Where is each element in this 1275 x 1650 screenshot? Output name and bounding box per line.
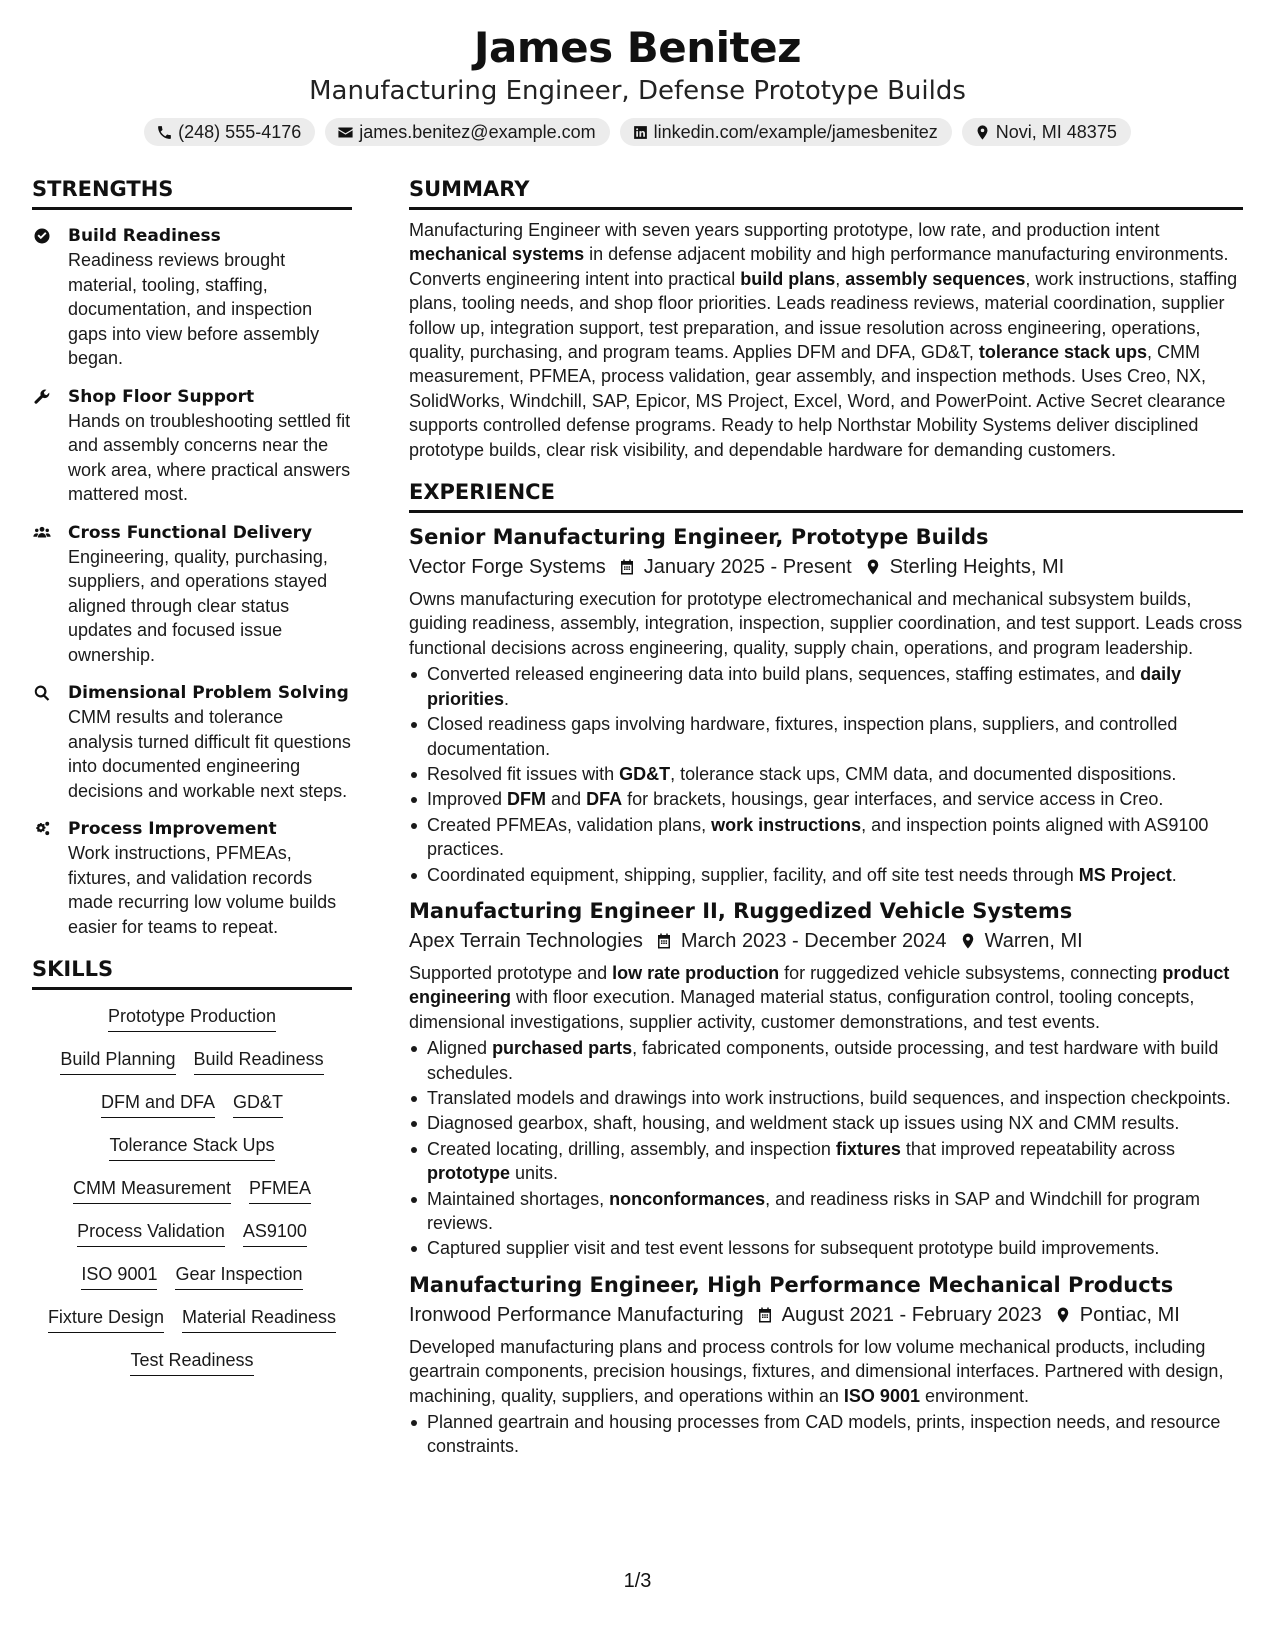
job-bullet (409, 1036, 1243, 1085)
job-dates: March 2023 - December 2024 (680, 929, 947, 952)
text-run: Translated models and drawings into work instructions, build sequences, and inspection checkpoints. (427, 1087, 1231, 1108)
text-run: environment. (919, 1385, 1030, 1406)
bold-text: work instructions (711, 814, 862, 835)
email-icon (337, 124, 354, 141)
job-bullets (409, 662, 1243, 887)
users-icon (32, 524, 52, 542)
calendar-icon (618, 557, 636, 577)
resume-header (0, 22, 1275, 146)
skills-heading: SKILLS (32, 957, 352, 990)
contact-bar (0, 118, 1275, 146)
text-run: Converted released engineering data into build plans, sequences, staffing estimates, and (427, 664, 1141, 685)
bold-text: ISO 9001 (843, 1385, 920, 1406)
job-title: Manufacturing Engineer II, Ruggedized Vehicle Systems (409, 898, 1073, 923)
text-run: Aligned (427, 1038, 493, 1059)
linkedin-icon (632, 124, 649, 141)
skill-tag: CMM Measurement (73, 1176, 231, 1204)
skill-row (109, 1133, 274, 1161)
job-company: Vector Forge Systems (409, 556, 606, 579)
skill-row (48, 1305, 336, 1333)
skill-tag: AS9100 (243, 1219, 307, 1247)
job-meta (409, 927, 1243, 955)
bold-text: product engineering (409, 962, 1230, 1008)
text-run: Maintained shortages, (427, 1188, 610, 1209)
skill-tag: Gear Inspection (175, 1262, 302, 1290)
job-title: Manufacturing Engineer, High Performance Mechanical Products (409, 1272, 1174, 1297)
wrench-icon (32, 388, 52, 406)
job-bullet (409, 762, 1243, 786)
text-run: Planned geartrain and housing processes from CAD models, prints, inspection needs, and resource constraints. (427, 1412, 1221, 1457)
text-run: Supported prototype and (409, 962, 613, 983)
summary-text (409, 218, 1243, 462)
text-run: Resolved fit issues with (427, 763, 620, 784)
job-company: Apex Terrain Technologies (409, 929, 643, 952)
job-title: Senior Manufacturing Engineer, Prototype Builds (409, 525, 989, 550)
job-bullet (409, 1086, 1243, 1110)
job-bullet (409, 1137, 1243, 1186)
location-pin-icon (974, 124, 991, 141)
text-run: for brackets, housings, gear interfaces, and service access in Creo. (622, 789, 1164, 810)
job-bullet (409, 1236, 1243, 1260)
skill-tag: PFMEA (249, 1176, 311, 1204)
skills-list (32, 1004, 352, 1376)
skill-tag: GD&T (233, 1090, 283, 1118)
bold-text: DFM (507, 789, 547, 810)
job-location: Warren, MI (984, 929, 1083, 952)
strength-item (32, 385, 352, 507)
text-run: Diagnosed gearbox, shaft, housing, and weldment stack up issues using NX and CMM results. (427, 1113, 1180, 1134)
bold-text: nonconformances (609, 1188, 766, 1209)
skill-tag: Fixture Design (48, 1305, 164, 1333)
text-run: that improved repeatability across (900, 1138, 1176, 1159)
job-meta (409, 1301, 1243, 1329)
check-circle-icon (32, 227, 52, 245)
summary-heading: SUMMARY (409, 177, 1243, 210)
text-run: , (835, 268, 846, 289)
job-meta (409, 553, 1243, 581)
job-list (409, 523, 1243, 1459)
skill-tag: Test Readiness (130, 1348, 253, 1376)
text-run: Created PFMEAs, validation plans, (427, 814, 712, 835)
skill-tag: Prototype Production (108, 1004, 276, 1032)
skill-tag: Build Readiness (194, 1047, 324, 1075)
job-dates: August 2021 - February 2023 (781, 1303, 1042, 1326)
candidate-title: Manufacturing Engineer, Defense Prototype Builds (309, 76, 966, 106)
calendar-icon (756, 1305, 774, 1325)
calendar-icon (655, 931, 673, 951)
job-summary (409, 961, 1243, 1034)
bold-text: daily priorities (427, 664, 1182, 709)
job-bullet (409, 1111, 1243, 1135)
job-summary (409, 587, 1243, 660)
job-summary (409, 1335, 1243, 1408)
job-bullets (409, 1036, 1243, 1261)
text-run: Owns manufacturing execution for prototype electromechanical and mechanical subsystem builds, guiding readiness, assembly, integration, inspection, supplier coordination, and test support. Leads cross functional decisions across engineering, quality, supply chain, operations, and program leadership. (409, 589, 1243, 658)
phone-icon (156, 124, 173, 141)
text-run: Created locating, drilling, assembly, and inspection (427, 1138, 836, 1159)
strength-description: Readiness reviews brought material, tooling, staffing, documentation, and inspection gaps into view before assembly began. (68, 250, 320, 368)
strength-title: Cross Functional Delivery (68, 522, 313, 543)
job-bullet (409, 787, 1243, 811)
experience-heading: EXPERIENCE (409, 480, 1243, 513)
contact-phone[interactable] (144, 118, 315, 146)
job-bullets (409, 1410, 1243, 1459)
text-run: , and readiness risks in SAP and Windchill for program reviews. (427, 1188, 1201, 1233)
text-run: , CMM measurement, PFMEA, process validation, gear assembly, and inspection methods. Uses Creo, NX, SolidWorks, Windchill, SAP, Epicor, MS Project, Excel, Word, and PowerPoint. Active Secret clearance supports controlled defense programs. Ready to help Northstar Mobility Systems deliver disciplined prototype builds, clear risk visibility, and dependable hardware for demanding customers. (409, 342, 1226, 460)
job-bullet (409, 712, 1243, 761)
text-run: units. (510, 1163, 559, 1184)
job-bullet (409, 1187, 1243, 1236)
strength-item (32, 681, 352, 803)
skill-tag: Process Validation (77, 1219, 225, 1247)
job-location: Pontiac, MI (1079, 1303, 1180, 1326)
strength-title: Build Readiness (68, 226, 221, 246)
bold-text: MS Project (1078, 864, 1172, 885)
strengths-heading: STRENGTHS (32, 177, 352, 210)
left-column (32, 177, 352, 1376)
contact-email[interactable] (325, 118, 609, 146)
bold-text: GD&T (619, 763, 671, 784)
contact-location-text: Novi, MI 48375 (995, 122, 1117, 142)
strength-title: Process Improvement (68, 819, 277, 839)
strength-description: Hands on troubleshooting settled fit and assembly concerns near the work area, where practical answers mattered most. (68, 410, 351, 504)
job-bullet (409, 1410, 1243, 1459)
text-run: . (504, 688, 510, 709)
skill-tag: Tolerance Stack Ups (109, 1133, 274, 1161)
bold-text: mechanical systems (409, 244, 585, 265)
location-pin-icon (864, 557, 882, 577)
bold-text: DFA (586, 789, 623, 810)
text-run: in defense adjacent mobility and high performance manufacturing environments. Converts engineering intent into practical (409, 244, 1229, 289)
search-icon (32, 684, 52, 702)
strength-item (32, 224, 352, 371)
skill-row (101, 1090, 283, 1118)
job-bullet (409, 662, 1243, 711)
skill-row (77, 1219, 307, 1247)
bold-text: low rate production (612, 962, 780, 983)
strength-description: CMM results and tolerance analysis turned difficult fit questions into documented engineering decisions and workable next steps. (68, 707, 351, 801)
contact-linkedin-text: linkedin.com/example/jamesbenitez (653, 122, 938, 142)
text-run: , fabricated components, outside processing, and test hardware with build schedules. (427, 1038, 1219, 1083)
bold-text: tolerance stack ups (978, 342, 1147, 363)
skill-row (130, 1348, 253, 1376)
job-dates: January 2025 - Present (643, 556, 852, 579)
text-run: with floor execution. Managed material status, configuration control, tooling concepts, dimensional investigations, supplier activity, customer demonstrations, and test events. (409, 987, 1195, 1032)
location-pin-icon (1054, 1305, 1072, 1325)
text-run: Captured supplier visit and test event lessons for subsequent prototype build improvements. (427, 1238, 1160, 1259)
skill-tag: ISO 9001 (81, 1262, 157, 1290)
skill-tag: Material Readiness (182, 1305, 336, 1333)
skill-tag: DFM and DFA (101, 1090, 215, 1118)
bold-text: build plans (740, 268, 836, 289)
text-run: Developed manufacturing plans and process controls for low volume mechanical products, including geartrain components, precision housings, fixtures, and dimensional interfaces. Partnered with design, machining, quality, suppliers, and operations within an (409, 1336, 1224, 1406)
job-entry (409, 523, 1243, 887)
text-run: , and inspection points aligned with AS9100 practices. (427, 814, 1209, 860)
page-number: 1/3 (623, 1570, 652, 1592)
skill-row (108, 1004, 276, 1032)
text-run: Improved (427, 789, 508, 810)
job-company: Ironwood Performance Manufacturing (409, 1303, 744, 1326)
contact-email-text: james.benitez@example.com (359, 122, 596, 142)
text-run: , work instructions, staffing plans, tooling needs, and shop floor priorities. Leads readiness reviews, material coordination, supplier follow up, integration support, test preparation, and issue resolution across engineering, operations, quality, purchasing, and program teams. Applies DFM and DFA, GD&T, (409, 268, 1238, 363)
skill-tag: Build Planning (60, 1047, 175, 1075)
text-run: Closed readiness gaps involving hardware, fixtures, inspection plans, suppliers, and controlled documentation. (427, 714, 1178, 759)
text-run: Manufacturing Engineer with seven years supporting prototype, low rate, and production intent (409, 220, 1160, 240)
skill-row (81, 1262, 302, 1290)
strength-title: Dimensional Problem Solving (68, 683, 349, 703)
contact-phone-text: (248) 555-4176 (178, 122, 302, 142)
strength-item (32, 817, 352, 939)
text-run: Coordinated equipment, shipping, supplier, facility, and off site test needs through (427, 864, 1079, 885)
bold-text: assembly sequences (845, 268, 1026, 289)
gears-icon (32, 820, 52, 838)
candidate-name: James Benitez (473, 23, 802, 72)
job-bullet (409, 813, 1243, 862)
location-pin-icon (959, 931, 977, 951)
strength-title: Shop Floor Support (68, 386, 255, 407)
right-column (409, 177, 1243, 1459)
contact-linkedin[interactable] (620, 118, 952, 146)
text-run: , tolerance stack ups, CMM data, and documented dispositions. (670, 763, 1177, 784)
strength-description: Engineering, quality, purchasing, suppliers, and operations stayed aligned through clear status updates and focused issue ownership. (68, 546, 328, 665)
strength-item (32, 521, 352, 668)
text-run: and (546, 789, 587, 810)
strength-description: Work instructions, PFMEAs, fixtures, and validation records made recurring low volume builds easier for teams to repeat. (68, 843, 337, 937)
skill-row (60, 1047, 323, 1075)
text-run: . (1171, 864, 1177, 885)
bold-text: fixtures (835, 1138, 901, 1159)
bold-text: prototype (427, 1163, 510, 1184)
job-location: Sterling Heights, MI (889, 556, 1065, 579)
bold-text: purchased parts (492, 1038, 633, 1059)
contact-location[interactable] (962, 118, 1131, 146)
skill-row (73, 1176, 311, 1204)
text-run: for ruggedized vehicle subsystems, connecting (779, 962, 1163, 983)
job-entry (409, 897, 1243, 1261)
job-entry (409, 1271, 1243, 1459)
job-bullet (409, 863, 1243, 887)
